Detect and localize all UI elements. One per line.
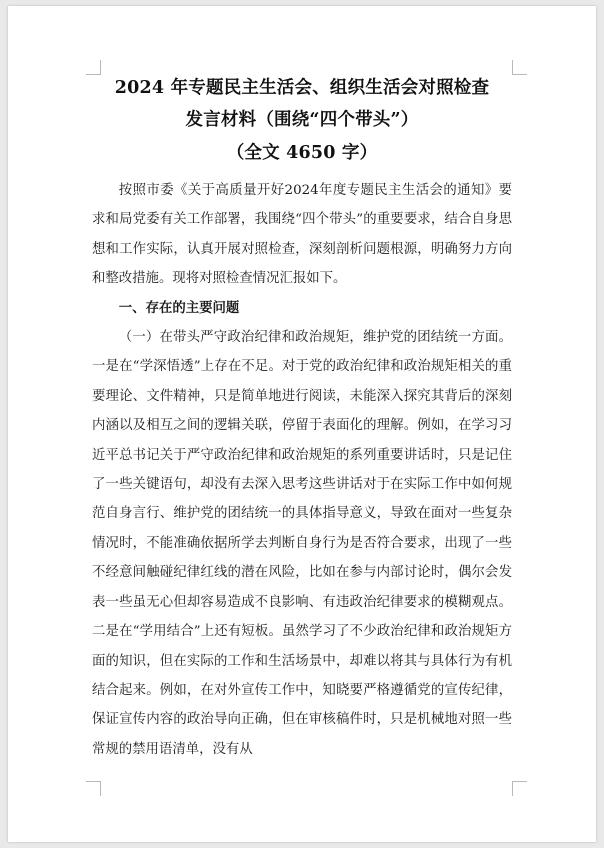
document-title-line-2: 发言材料（围绕“四个带头”）: [185, 110, 419, 130]
crop-mark-bottom-left: [86, 781, 101, 796]
document-body: [92, 176, 512, 764]
document-page: [8, 6, 596, 842]
document-word-count: （全文 4650 字）: [226, 143, 378, 163]
section-heading: 一、存在的主要问题: [118, 299, 240, 316]
crop-mark-top-right: [512, 60, 527, 75]
crop-mark-bottom-right: [512, 781, 527, 796]
body-paragraph: （一）在带头严守政治纪律和政治规矩，维护党的团结统一方面。一是在“学深悟透”上存在不足。对于党的政治纪律和政治规矩相关的重要理论、文件精神，只是简单地进行阅读，未能深入探究其背后的深刻内涵以及相互之间的逻辑关联，停留于表面化的理解。例如，在学习习近平总书记关于严守政治纪律和政治规矩的系列重要讲话时，只是记住了一些关键语句，却没有去深入思考这些讲话对于在实际工作中如何规范自身言行、维护党的团结统一的具体指导意义，导致在面对一些复杂情况时，不能准确依据所学去判断自身行为是否符合要求，出现了一些不经意间触碰纪律红线的潜在风险，比如在参与内部讨论时，偶尔会发表一些虽无心但却容易造成不良影响、有违政治纪律要求的模糊观点。二是在“学用结合”上还有短板。虽然学习了不少政治纪律和政治规矩方面的知识，但在实际的工作和生活场景中，却难以将其与具体行为有机结合起来。例如，在对外宣传工作中，知晓要严格遵循党的宣传纪律，保证宣传内容的政治导向正确，但在审核稿件时，只是机械地对照一些常规的禁用语清单，没有从: [92, 330, 512, 757]
document-title-line-1: 2024 年专题民主生活会、组织生活会对照检查: [114, 78, 490, 98]
intro-paragraph: 按照市委《关于高质量开好2024年度专题民主生活会的通知》要求和局党委有关工作部署，我围绕“四个带头”的重要要求，结合自身思想和工作实际，认真开展对照检查，深刻剖析问题根源，明确努力方向和整改措施。现将对照检查情况汇报如下。: [92, 183, 512, 287]
crop-mark-top-left: [86, 60, 101, 75]
